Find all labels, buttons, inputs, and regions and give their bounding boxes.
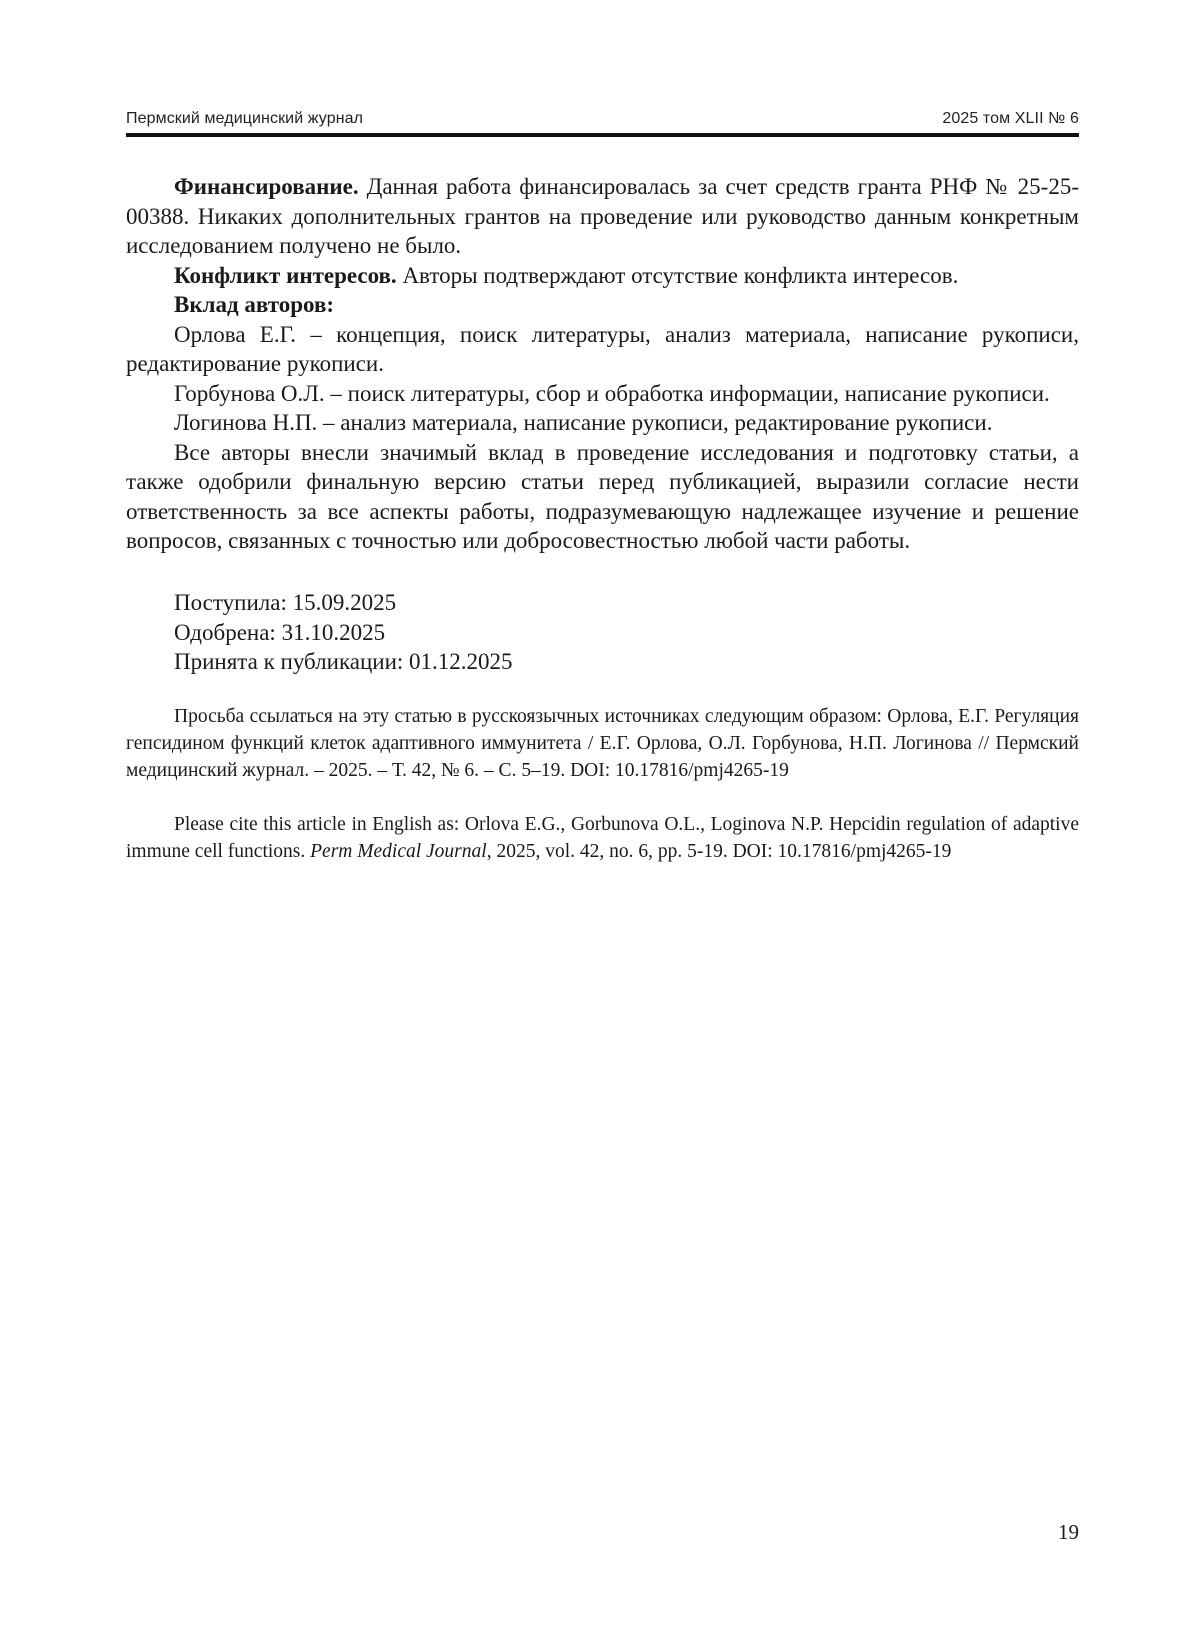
contribution-item: Орлова Е.Г. – концепция, поиск литературы, анализ материала, написание рукописи, редактирование рукописи. (126, 321, 1079, 376)
header-rule (126, 133, 1079, 137)
citation-english-suffix: , 2025, vol. 42, no. 6, pp. 5-19. DOI: 10.17816/pmj4265-19 (486, 841, 952, 862)
citation-english-text (126, 811, 1079, 865)
conflict-label: Конфликт интересов. (174, 262, 397, 288)
contribution-item: Горбунова О.Л. – поиск литературы, сбор и обработка информации, написание рукописи. (174, 380, 1050, 406)
date-approved: Одобрена: 31.10.2025 (174, 619, 386, 645)
journal-title: Пермский медицинский журнал (126, 110, 364, 127)
conflict-paragraph (126, 261, 1079, 291)
contribution-item: Логинова Н.П. – анализ материала, написание рукописи, редактирование рукописи. (174, 410, 993, 435)
funding-paragraph (126, 172, 1079, 261)
date-accepted: Принята к публикации: 01.12.2025 (174, 649, 513, 674)
citation-russian (126, 703, 1079, 784)
citation-russian-text: Просьба ссылаться на эту статью в русскоязычных источниках следующим образом: Орлова, Е.Г. Регуляция гепсидином функций клеток адаптивного иммунитета / Е.Г. Орлова, О.Л. Горбунова, Н.П. Логинова // Пермский медицинский журнал. – 2025. – Т. 42, № 6. – С. 5–19. DOI: 10.17816/pmj4265-19 (126, 706, 1079, 781)
date-received: Поступила: 15.09.2025 (174, 590, 397, 615)
contribution-heading (126, 290, 1079, 320)
article-end-matter (126, 172, 1079, 556)
funding-label: Финансирование. (174, 174, 359, 199)
funding-text: Данная работа финансировалась за счет средств гранта РНФ № 25-25-00388. Никаких дополнительных грантов на проведение или руководство данным конкретным исследованием получено не было. (126, 174, 1079, 258)
article-dates (174, 588, 513, 677)
citation-english (126, 811, 1079, 865)
citation-english-prefix: Please cite this article in English as: Orlova E.G., Gorbunova O.L., Loginova N.P. Hepcidin regulation of adaptive immune cell functions. (126, 814, 1079, 862)
contribution-label: Вклад авторов: (174, 292, 335, 317)
citation-journal-name: Perm Medical Journal (310, 841, 487, 862)
all-authors-statement: Все авторы внесли значимый вклад в проведение исследования и подготовку статьи, а также одобрили финальную версию статьи перед публикацией, выразили согласие нести ответственность за все аспекты работы, подразумевающую надлежащее изучение и решение вопросов, связанных с точностью или добросовестностью любой части работы. (126, 439, 1079, 553)
page-number: 19 (1058, 1520, 1079, 1544)
running-header (126, 110, 1079, 132)
issue-info: 2025 том XLII № 6 (942, 110, 1079, 127)
conflict-text: Авторы подтверждают отсутствие конфликта интересов. (396, 262, 959, 288)
